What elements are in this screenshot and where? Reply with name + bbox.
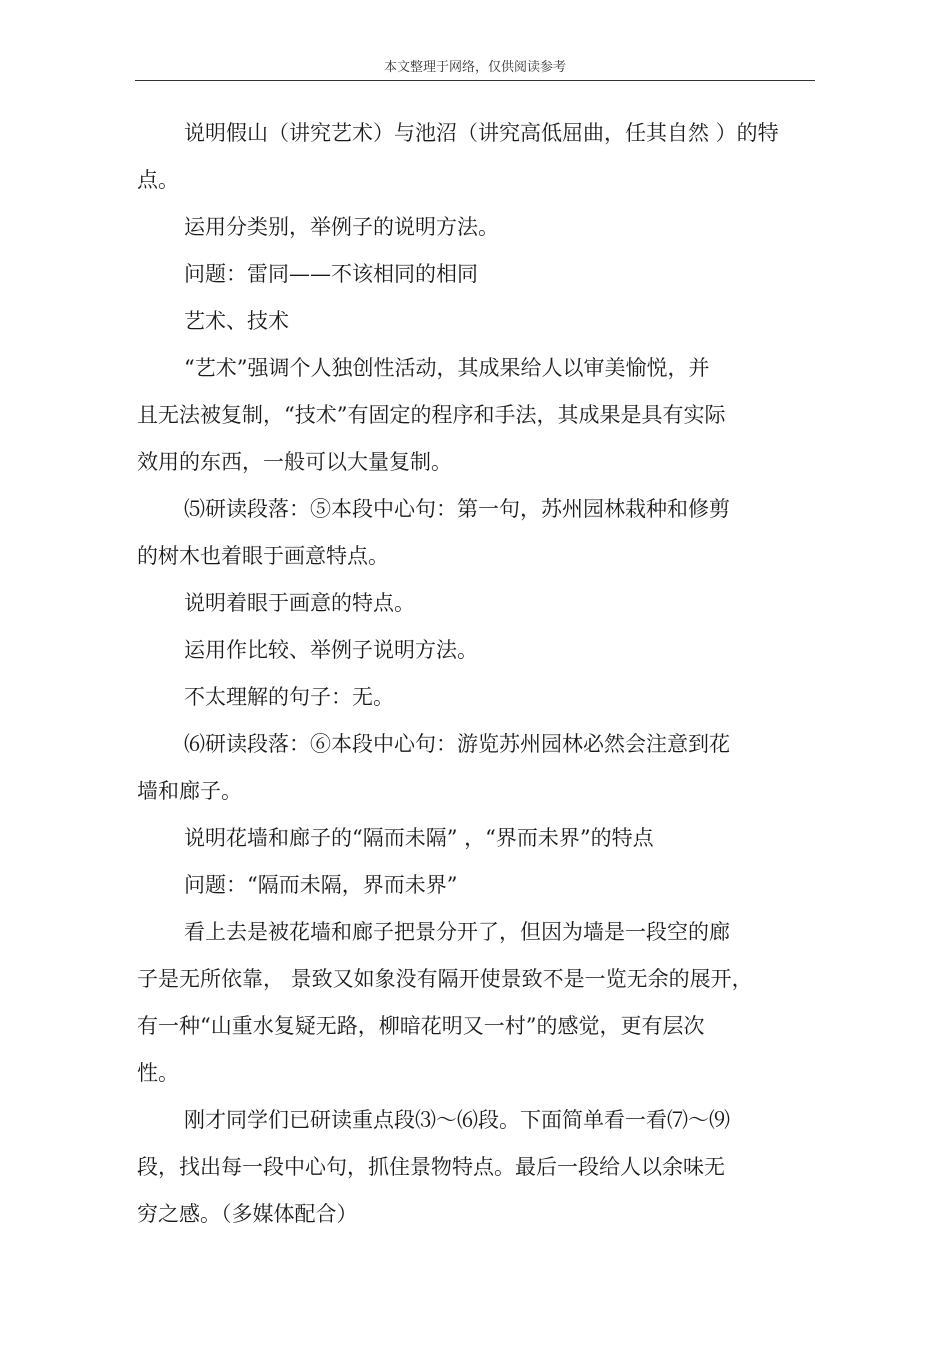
paragraph-line: 有一种“山重水复疑无路，柳暗花明又一村”的感觉，更有层次 xyxy=(137,1014,705,1038)
document-body xyxy=(137,110,817,1238)
paragraph-line: 且无法被复制，“技术”有固定的程序和手法，其成果是具有实际 xyxy=(137,403,726,427)
paragraph-line: 问题：雷同——不该相同的相同 xyxy=(184,262,478,286)
page-header xyxy=(135,58,815,78)
paragraph-line: 说明着眼于画意的特点。 xyxy=(184,591,415,615)
paragraph-line: ⑹研读段落：⑥本段中心句：游览苏州园林必然会注意到花 xyxy=(184,732,730,756)
paragraph-line: 性。 xyxy=(137,1061,179,1085)
paragraph-line: ⑸研读段落：⑤本段中心句：第一句，苏州园林栽种和修剪 xyxy=(184,497,730,521)
paragraph-line: 子是无所依靠， 景致又如象没有隔开使景致不是一览无余的展开， xyxy=(137,967,753,991)
paragraph-line: 墙和廊子。 xyxy=(137,779,242,803)
header-divider xyxy=(135,80,815,81)
paragraph-line: 效用的东西，一般可以大量复制。 xyxy=(137,450,452,474)
paragraph-line: 刚才同学们已研读重点段⑶～⑹段。下面简单看一看⑺～⑼ xyxy=(184,1108,730,1132)
header-text: 本文整理于网络，仅供阅读参考 xyxy=(383,60,566,75)
paragraph-line: 说明假山（讲究艺术）与池沼（讲究高低屈曲，任其自然 ）的特 xyxy=(184,121,779,145)
paragraph-line: 的树木也着眼于画意特点。 xyxy=(137,544,389,568)
paragraph-line: 运用分类别，举例子的说明方法。 xyxy=(184,215,499,239)
paragraph-line: 点。 xyxy=(137,168,179,192)
paragraph-line: 段，找出每一段中心句，抓住景物特点。最后一段给人以余味无 xyxy=(137,1155,725,1179)
paragraph-line: 看上去是被花墙和廊子把景分开了，但因为墙是一段空的廊 xyxy=(184,920,730,944)
paragraph-line: 穷之感。（多媒体配合） xyxy=(137,1202,358,1226)
paragraph-line: 艺术、技术 xyxy=(184,309,289,333)
paragraph-line: “艺术”强调个人独创性活动，其成果给人以审美愉悦，并 xyxy=(184,356,710,380)
paragraph-line: 不太理解的句子：无。 xyxy=(184,685,394,709)
paragraph-line: 问题：“隔而未隔，界而未界” xyxy=(184,873,458,897)
paragraph-line: 运用作比较、举例子说明方法。 xyxy=(184,638,478,662)
paragraph-line: 说明花墙和廊子的“隔而未隔” ，“界而未界”的特点 xyxy=(184,826,654,850)
